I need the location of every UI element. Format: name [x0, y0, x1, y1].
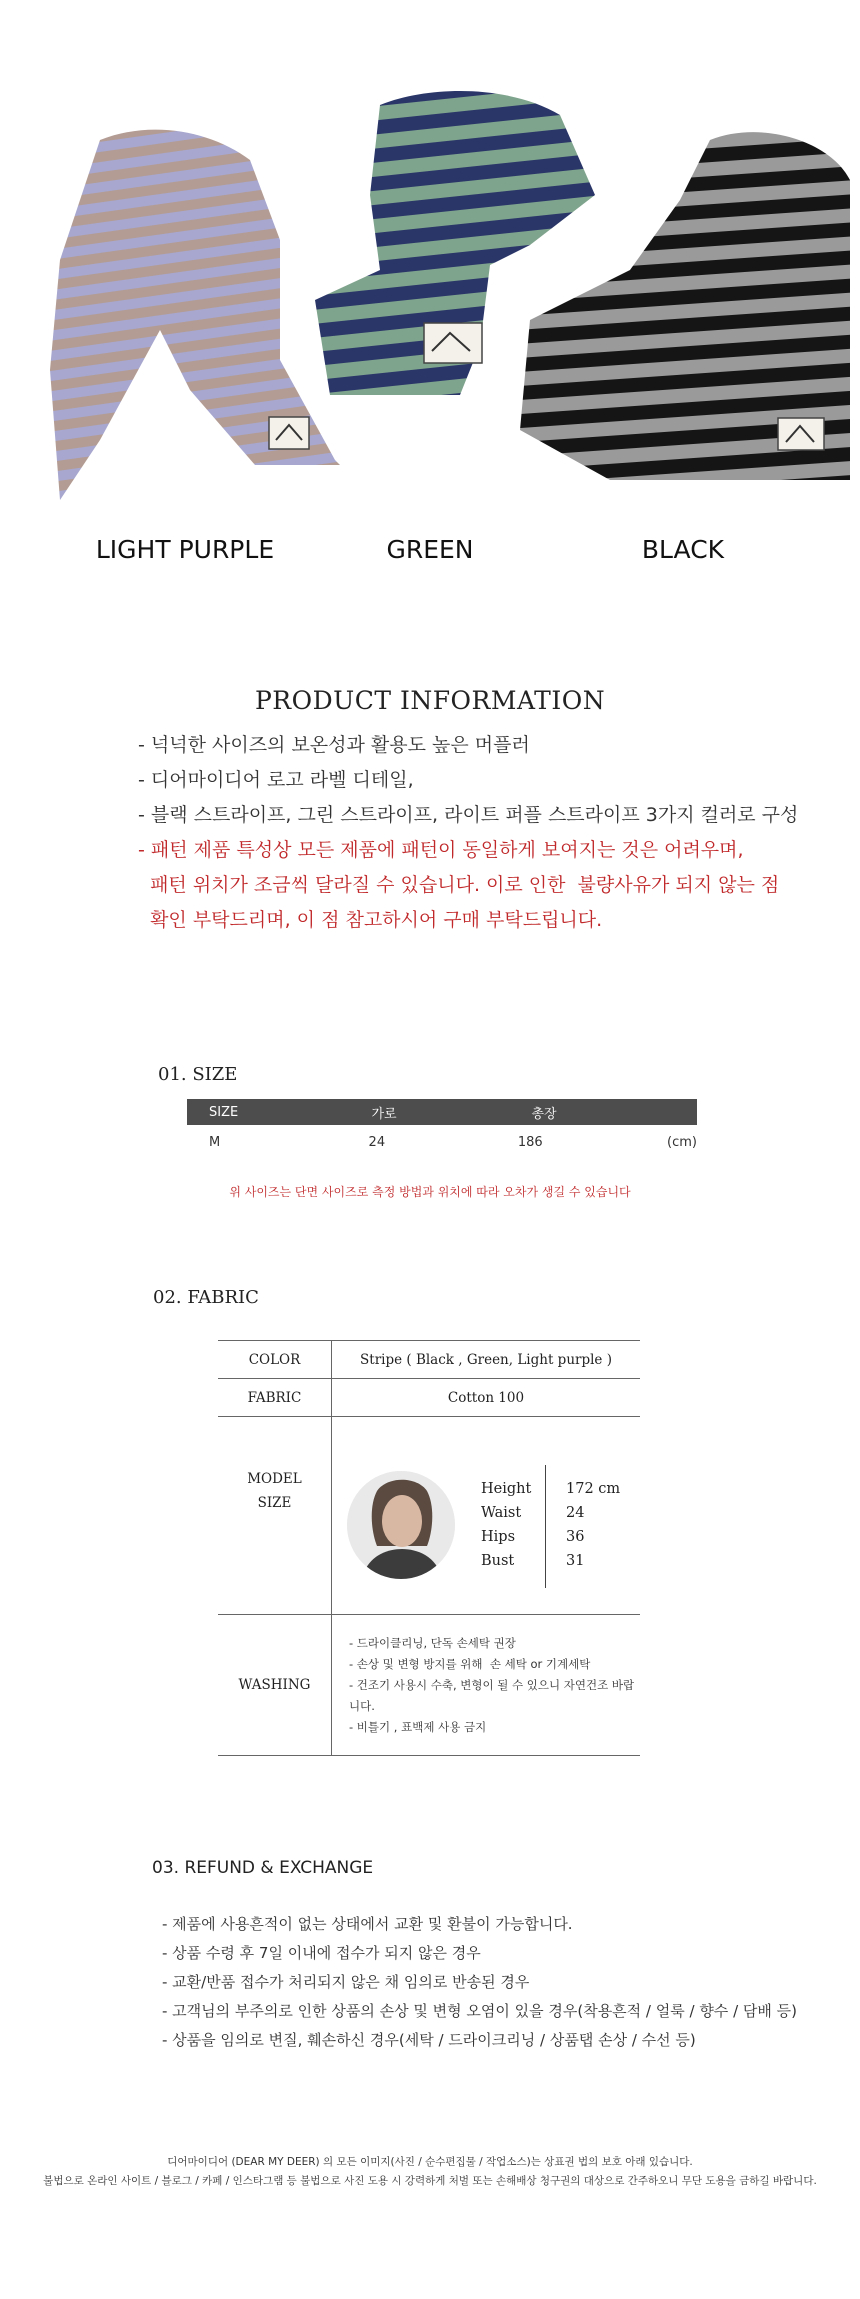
- refund-line: - 상품을 임의로 변질, 훼손하신 경우(세탁 / 드라이크리닝 / 상품탭 손상 / 수선 등): [162, 2031, 696, 2049]
- copyright-line: 불법으로 온라인 사이트 / 블로그 / 카페 / 인스타그램 등 불법으로 사진 도용 시 강력하게 처벌 또는 손해배상 청구권의 대상으로 간주하오니 무단 도용을 금하길 바랍니다.: [43, 2175, 817, 2187]
- info-warning-line: 패턴 위치가 조금씩 달라질 수 있습니다. 이로 인한 불량사유가 되지 않는 점: [138, 874, 780, 896]
- fabric-row-washing: [218, 1615, 640, 1756]
- fabric-value: Stripe ( Black , Green, Light purple ): [360, 1351, 612, 1368]
- stat-value: 172 cm: [566, 1481, 621, 1497]
- washing-list: [349, 1633, 640, 1738]
- info-line: - 디어마이디어 로고 라벨 디테일,: [138, 769, 414, 791]
- copyright-line: 디어마이디어 (DEAR MY DEER) 의 모든 이미지(사진 / 순수편집물 / 작업소스)는 상표권 법의 보호 아래 있습니다.: [167, 2156, 693, 2168]
- product-image-light-purple: [40, 120, 340, 510]
- refund-line: - 교환/반품 접수가 처리되지 않은 채 임의로 반송된 경우: [162, 1973, 530, 1991]
- model-label-line: MODEL: [247, 1471, 302, 1487]
- info-warning-line: 확인 부탁드리며, 이 점 참고하시어 구매 부탁드립니다.: [138, 909, 603, 931]
- stat-key: Height: [481, 1481, 532, 1497]
- copyright-notice: [0, 2153, 860, 2191]
- info-line: - 블랙 스트라이프, 그린 스트라이프, 라이트 퍼플 스트라이프 3가지 컬러로 구성: [138, 804, 799, 826]
- stat-row: [481, 1501, 620, 1525]
- model-stats: [481, 1477, 620, 1573]
- model-label-line: SIZE: [257, 1495, 292, 1511]
- stat-value: 31: [566, 1553, 585, 1569]
- product-image-black: [510, 120, 860, 490]
- color-label-light-purple: LIGHT PURPLE: [95, 535, 275, 564]
- stat-key: Bust: [481, 1553, 515, 1569]
- product-information-list: [138, 728, 799, 938]
- product-information-title: PRODUCT INFORMATION: [254, 686, 606, 715]
- size-section-title: 01. SIZE: [158, 1064, 238, 1085]
- color-label-black: BLACK: [641, 535, 725, 564]
- size-header-cell: 가로: [371, 1106, 397, 1122]
- info-line: - 넉넉한 사이즈의 보온성과 활용도 높은 머플러: [138, 734, 530, 756]
- washing-info: [332, 1615, 640, 1755]
- refund-list: [162, 1910, 797, 2055]
- fabric-row-fabric: [218, 1379, 640, 1417]
- size-cell: 186: [517, 1134, 543, 1150]
- fabric-label: FABRIC: [218, 1379, 332, 1416]
- washing-line: - 비틀기 , 표백제 사용 금지: [349, 1719, 487, 1734]
- model-info: [332, 1417, 640, 1614]
- stat-row: [481, 1525, 620, 1549]
- refund-line: - 제품에 사용흔적이 없는 상태에서 교환 및 환불이 가능합니다.: [162, 1915, 573, 1933]
- fabric-value: Cotton 100: [447, 1389, 525, 1406]
- size-header-cell: SIZE: [209, 1104, 239, 1120]
- washing-line: - 건조기 사용시 수축, 변형이 될 수 있으니 자연건조 바랍니다.: [349, 1677, 635, 1713]
- size-cell: M: [209, 1134, 221, 1150]
- stat-value: 36: [566, 1529, 585, 1545]
- stat-row: [481, 1477, 620, 1501]
- size-table: [187, 1099, 697, 1159]
- stat-row: [481, 1549, 620, 1573]
- size-header-cell: 총장: [531, 1106, 557, 1122]
- fabric-label: COLOR: [218, 1341, 332, 1378]
- stat-value: 24: [566, 1505, 585, 1521]
- fabric-label: [218, 1417, 332, 1614]
- color-label-green: GREEN: [386, 535, 474, 564]
- refund-line: - 상품 수령 후 7일 이내에 접수가 되지 않은 경우: [162, 1944, 481, 1962]
- fabric-table: [218, 1340, 640, 1756]
- refund-line: - 고객님의 부주의로 인한 상품의 손상 및 변형 오염이 있을 경우(착용흔적 / 얼룩 / 향수 / 담배 등): [162, 2002, 797, 2020]
- fabric-label: WASHING: [218, 1615, 332, 1755]
- washing-line: - 손상 및 변형 방지를 위해 손 세탁 or 기계세탁: [349, 1656, 591, 1671]
- washing-line: - 드라이클리닝, 단독 손세탁 권장: [349, 1635, 516, 1650]
- size-table-header: [187, 1099, 697, 1125]
- stat-key: Hips: [481, 1529, 516, 1545]
- stat-key: Waist: [481, 1505, 522, 1521]
- fabric-row-model: [218, 1417, 640, 1615]
- fabric-row-color: [218, 1341, 640, 1379]
- fabric-section-title: 02. FABRIC: [153, 1287, 259, 1308]
- size-note: 위 사이즈는 단면 사이즈로 측정 방법과 위치에 따라 오차가 생길 수 있습니다: [229, 1185, 631, 1199]
- info-warning-line: - 패턴 제품 특성상 모든 제품에 패턴이 동일하게 보여지는 것은 어려우며,: [138, 839, 744, 861]
- model-avatar: [347, 1471, 455, 1579]
- size-cell: 24: [368, 1134, 386, 1150]
- size-unit: (cm): [667, 1134, 697, 1150]
- refund-section-title: 03. REFUND & EXCHANGE: [152, 1858, 374, 1878]
- size-table-row: [187, 1125, 697, 1159]
